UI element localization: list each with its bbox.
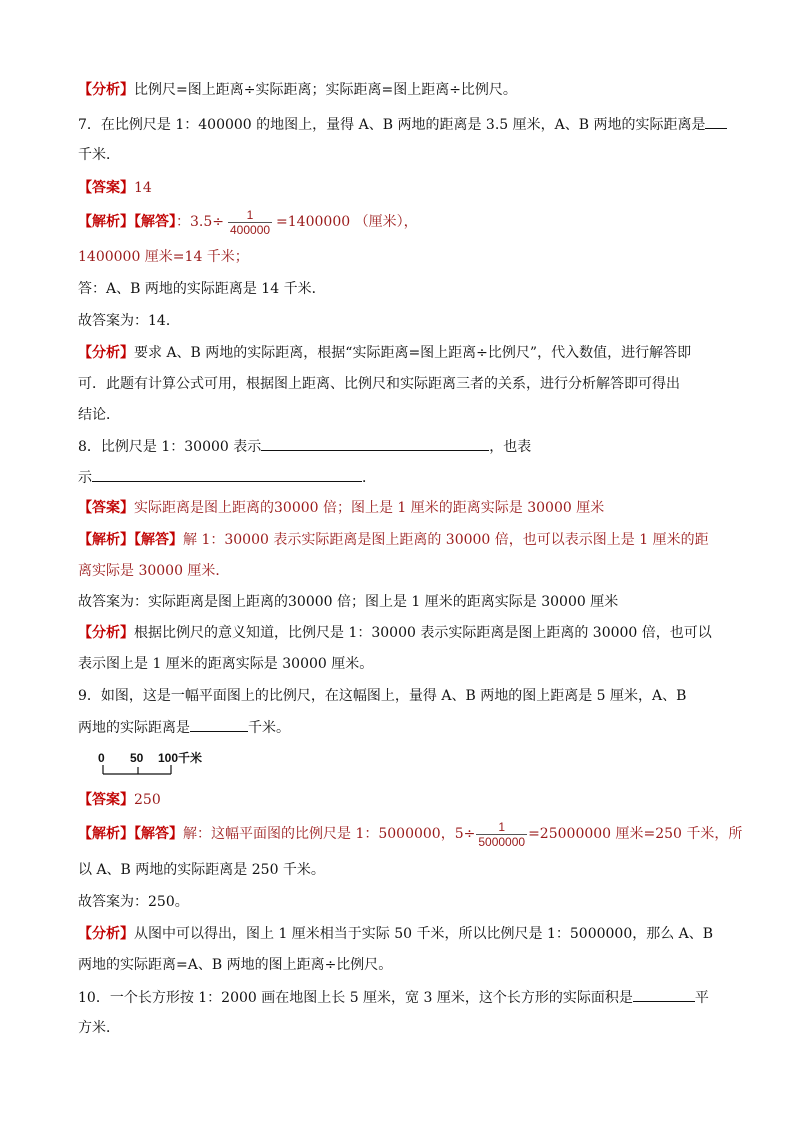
- analysis-tag: 【分析】: [78, 926, 134, 942]
- q8-question-text2b: ．: [362, 470, 376, 486]
- scale-bar-figure: [98, 750, 238, 780]
- q8-solution-text1: 解 1：30000 表示实际距离是图上距离的 30000 倍，也可以表示图上是 1 厘米的距: [183, 532, 709, 548]
- q9-question-text2: 两地的实际距离是: [78, 720, 190, 736]
- q8-solution-line1: [78, 530, 728, 550]
- explain-tag: 【解析】: [78, 826, 134, 842]
- explain-tag: 【解析】: [78, 214, 134, 230]
- q10-question-text1: 10．一个长方形按 1：2000 画在地图上长 5 厘米，宽 3 厘米，这个长方形的实际面积是: [78, 990, 633, 1006]
- q7-analysis-line1: [78, 343, 728, 363]
- q8-question-text1: 8．比例尺是 1：30000 表示: [78, 439, 262, 455]
- solution-tag: 【解答】: [134, 532, 183, 548]
- answer-tag: 【答案】: [78, 792, 134, 808]
- scale-label-0: 0: [98, 751, 105, 765]
- q7-solution-post: =1400000 （厘米），: [276, 214, 418, 230]
- answer-tag: 【答案】: [78, 500, 134, 516]
- q7-fraction: [228, 208, 272, 237]
- q7-question-line2: 千米．: [78, 147, 120, 163]
- explain-tag: 【解析】: [78, 532, 134, 548]
- q9-answer-line: [78, 790, 728, 810]
- q10-question-line2: 方米．: [78, 1020, 120, 1036]
- analysis-tag: 【分析】: [78, 82, 134, 98]
- analysis-tag: 【分析】: [78, 345, 134, 361]
- q7-solution-step2: 1400000 厘米=14 千米；: [78, 249, 249, 265]
- q8-answer-value: 实际距离是图上距离的30000 倍；图上是 1 厘米的距离实际是 30000 厘米: [134, 500, 605, 516]
- q7-fraction-denominator: 400000: [230, 222, 271, 237]
- q8-analysis-line2: 表示图上是 1 厘米的距离实际是 30000 厘米。: [78, 656, 374, 672]
- q7-solution-line: [78, 207, 728, 241]
- q8-final-answer: 故答案为：实际距离是图上距离的30000 倍；图上是 1 厘米的距离实际是 30000 厘米: [78, 594, 619, 610]
- q8-answer-blank1[interactable]: [261, 436, 489, 451]
- q7-answer-value: 14: [134, 180, 152, 196]
- q8-analysis-line1: [78, 623, 728, 643]
- q9-solution-line2: 以 A、B 两地的实际距离是 250 千米。: [78, 862, 325, 878]
- q9-answer-blank[interactable]: [190, 717, 248, 732]
- q10-answer-blank[interactable]: [633, 987, 695, 1002]
- q6-analysis-line: [78, 80, 728, 100]
- q7-answer-line: [78, 178, 728, 198]
- q8-question-text2: 示: [78, 470, 92, 486]
- q9-question-line1: 9．如图，这是一幅平面图上的比例尺，在这幅图上，量得 A、B 两地的图上距离是 5 厘米，A、B: [78, 688, 687, 704]
- q9-final-answer: 故答案为：250。: [78, 894, 189, 910]
- q7-final-answer: 故答案为：14．: [78, 313, 180, 329]
- q7-fraction-numerator: 1: [246, 207, 254, 222]
- q6-analysis-text: 比例尺=图上距离÷实际距离；实际距离=图上距离÷比例尺。: [134, 82, 517, 98]
- scale-bar-lines: [98, 750, 238, 780]
- q10-question-line1: [78, 987, 728, 1008]
- q9-solution-pre: 解：这幅平面图的比例尺是 1：5000000，5÷: [183, 826, 476, 842]
- answer-tag: 【答案】: [78, 180, 134, 196]
- q9-fraction-numerator: 1: [498, 819, 506, 834]
- q9-answer-value: 250: [134, 792, 161, 808]
- q9-analysis-line1: [78, 924, 728, 944]
- q9-fraction-denominator: 5000000: [478, 834, 526, 849]
- q9-solution-line1: [78, 819, 743, 853]
- q7-analysis-line3: 结论．: [78, 407, 120, 423]
- q7-question-text: 7．在比例尺是 1：400000 的地图上，量得 A、B 两地的距离是 3.5 厘米，A、B 两地的实际距离是: [78, 117, 706, 133]
- q8-question-line2: [78, 467, 728, 488]
- q7-analysis-text1: 要求 A、B 两地的实际距离，根据“实际距离=图上距离÷比例尺”，代入数值，进行解答即: [134, 345, 692, 361]
- q7-answer-blank[interactable]: [705, 114, 727, 129]
- solution-tag: 【解答】: [134, 826, 183, 842]
- q9-question-line2: [78, 717, 728, 738]
- q7-question-line1: [78, 114, 728, 135]
- q7-analysis-line2: 可．此题有计算公式可用，根据图上距离、比例尺和实际距离三者的关系，进行分析解答即可得出: [78, 376, 680, 392]
- q8-question-line1: [78, 436, 728, 457]
- q8-solution-line2: 离实际是 30000 厘米．: [78, 563, 230, 579]
- q7-solution-step3: 答：A、B 两地的实际距离是 14 千米．: [78, 281, 326, 297]
- q9-question-text2b: 千米。: [248, 720, 290, 736]
- scale-label-100: 100千米: [158, 751, 203, 765]
- q10-question-text1b: 平: [694, 990, 709, 1006]
- solution-tag: 【解答】: [134, 214, 176, 230]
- q8-analysis-text1: 根据比例尺的意义知道，比例尺是 1：30000 表示实际距离是图上距离的 30000 倍，也可以: [134, 625, 712, 641]
- q9-analysis-text1: 从图中可以得出，图上 1 厘米相当于实际 50 千米，所以比例尺是 1：5000000，那么 A、B: [134, 926, 714, 942]
- scale-label-50: 50: [130, 751, 144, 765]
- q7-solution-pre: ：3.5÷: [176, 214, 224, 230]
- analysis-tag: 【分析】: [78, 625, 134, 641]
- q9-analysis-line2: 两地的实际距离=A、B 两地的图上距离÷比例尺。: [78, 957, 393, 973]
- q8-answer-blank2[interactable]: [92, 467, 362, 482]
- q8-answer-line: [78, 498, 728, 518]
- q8-question-text1b: ，也表: [489, 439, 532, 455]
- q9-fraction: [476, 820, 527, 849]
- q9-solution-post: =25000000 厘米=250 千米，所: [528, 826, 743, 842]
